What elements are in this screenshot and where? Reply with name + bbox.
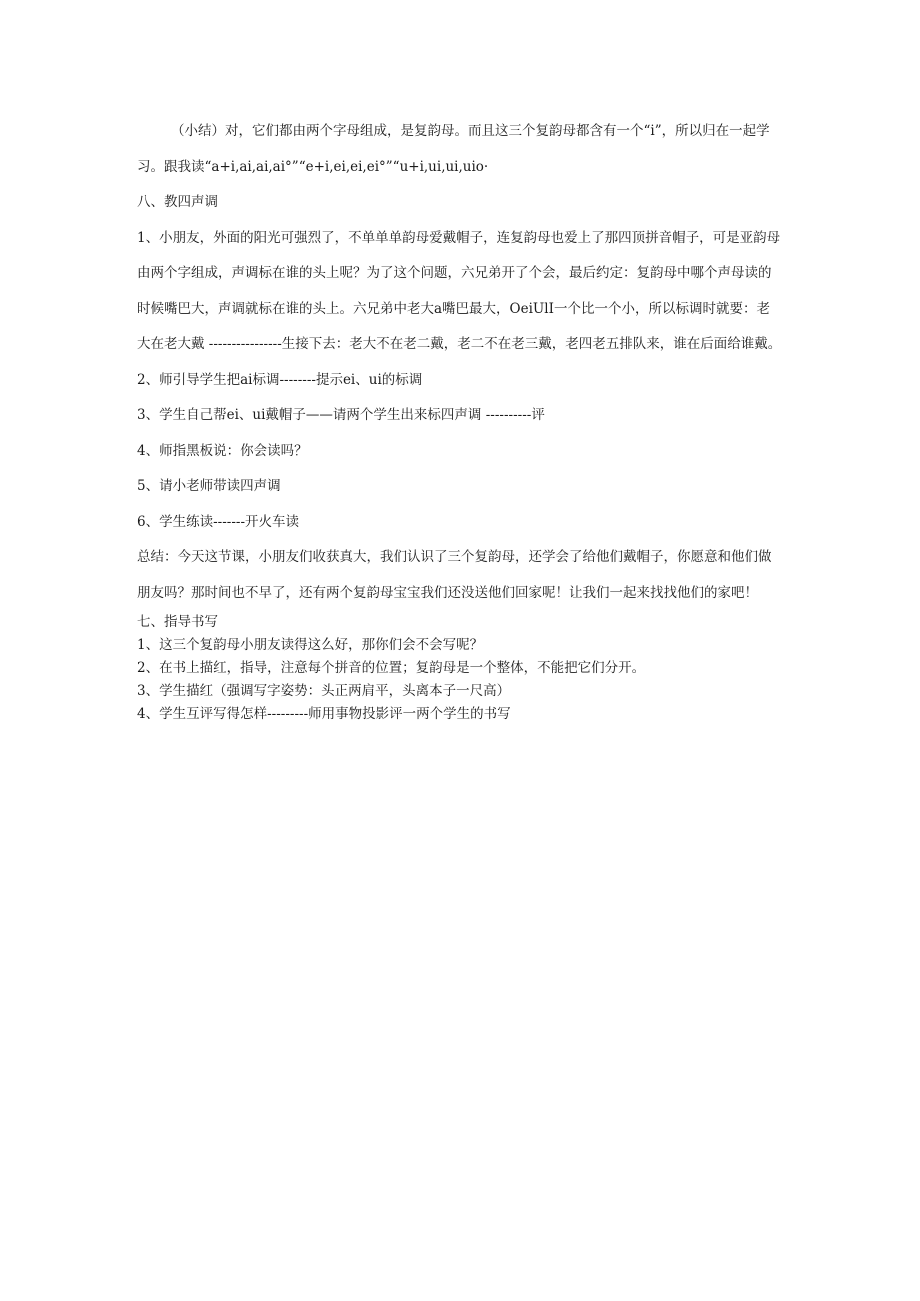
writing-step-1: 1、这三个复韵母小朋友读得这么好，那你们会不会写呢？	[137, 637, 484, 653]
writing-step-2: 2、在书上描红，指导，注意每个拼音的位置；复韵母是一个整体，不能把它们分开。	[137, 660, 646, 676]
tone-step-6: 6、学生练读-------开火车读	[137, 513, 300, 530]
document-body	[137, 114, 782, 726]
tone-step-2: 2、师引导学生把ai标调--------提示ei、ui的标调	[137, 371, 423, 388]
writing-step-4: 4、学生互评写得怎样---------师用事物投影评一两个学生的书写	[137, 706, 511, 722]
tone-step-5: 5、请小老师带读四声调	[137, 478, 281, 494]
section-heading-writing: 七、指导书写	[137, 614, 218, 630]
writing-step-3: 3、学生描红（强调写字姿势：头正两肩平，头离本子一尺高）	[137, 683, 511, 699]
summary-paragraph: （小结）对，它们都由两个字母组成，是复韵母。而且这三个复韵母都含有一个“i”，所以归在一起学习。跟我读“a+i,ai,ai,ai°”“e+i,ei,ei,ei°”“u+i,ui,ui,uio·	[137, 123, 770, 175]
tone-step-4: 4、师指黑板说：你会读吗？	[137, 442, 308, 459]
section-heading-tones: 八、教四声调	[137, 194, 218, 210]
conclusion-paragraph: 总结：今天这节课，小朋友们收获真大，我们认识了三个复韵母，还学会了给他们戴帽子，你愿意和他们做朋友吗？那时间也不早了，还有两个复韵母宝宝我们还没送他们回家呢！让我们一起来找找他们的家吧！	[137, 549, 772, 601]
tone-step-1: 1、小朋友，外面的阳光可强烈了，不单单单韵母爱戴帽子，连复韵母也爱上了那四顶拼音帽子，可是亚韵母由两个字组成，声调标在谁的头上呢？为了这个问题，六兄弟开了个会，最后约定：复韵母中哪个声母读的时候嘴巴大，声调就标在谁的头上。六兄弟中老大a嘴巴最大，OeiUlI一个比一个小，所以标调时就要：老大在老大戴 ----------------生接下去：老大不在老二戴，老二不在老三戴，老四老五排队来，谁在后面给谁戴。	[137, 229, 782, 352]
tone-step-3: 3、学生自己帮ei、ui戴帽子——请两个学生出来标四声调 ----------评	[137, 407, 545, 423]
